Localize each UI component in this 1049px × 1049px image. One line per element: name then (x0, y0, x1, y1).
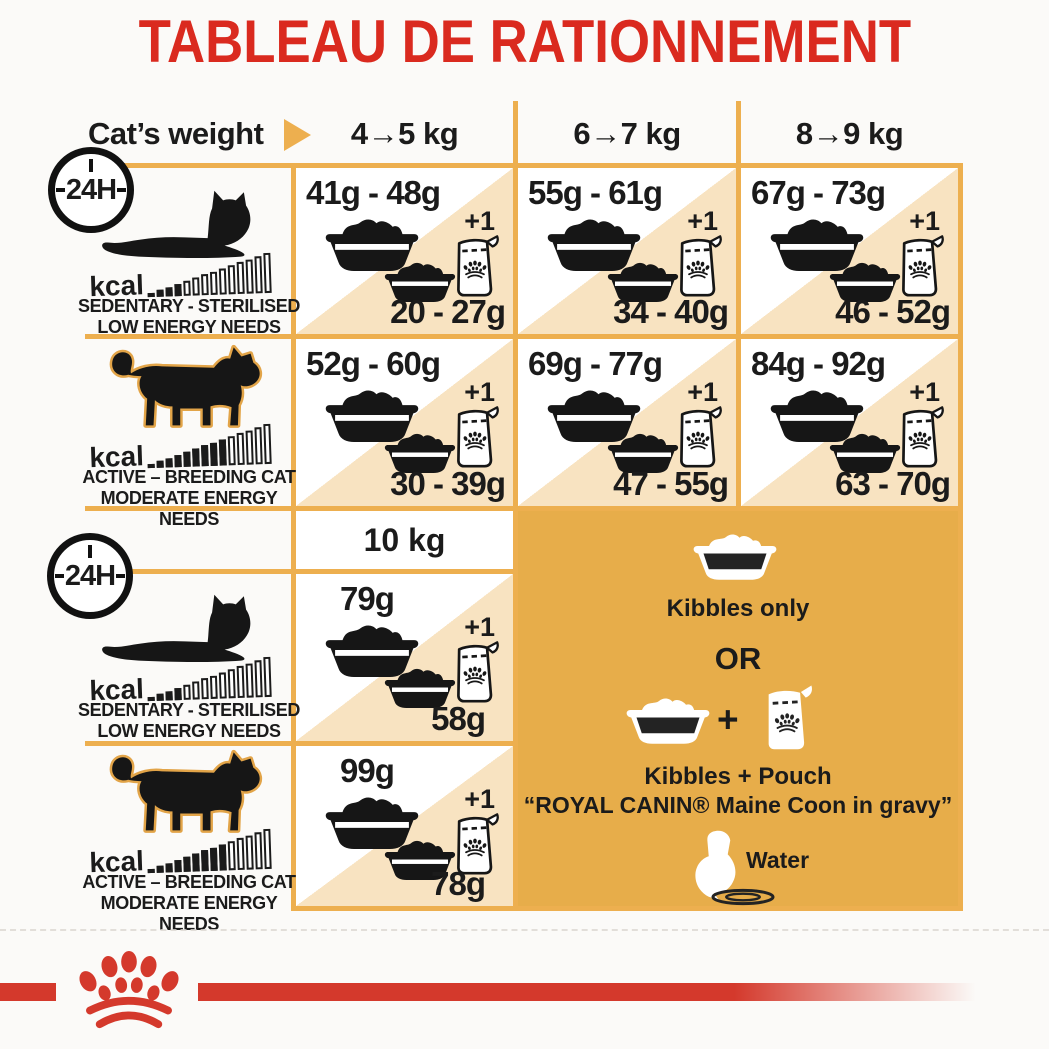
plus-one-pouch-label: +1 (464, 206, 495, 236)
weight-col-6-7kg: 6→7 kg (573, 116, 681, 151)
mixed-amount: 34 - 40g (613, 293, 728, 330)
ration-cell-sedentary-8-9kg (741, 168, 958, 334)
water-label: Water (746, 847, 810, 873)
ration-cell-sedentary-6-7kg (518, 168, 736, 334)
kibbles-amount: 52g - 60g (306, 345, 441, 382)
plus-one-pouch-label: +1 (909, 206, 940, 236)
kcal-label: kcal (88, 269, 145, 302)
kcal-indicator (88, 420, 273, 473)
kcal-indicator (88, 653, 273, 706)
kibbles-amount: 67g - 73g (751, 174, 886, 211)
pouch-icon (763, 682, 813, 752)
clock-label: 24H (65, 173, 117, 206)
kibble-bowl-icon (690, 533, 780, 580)
kibble-bowl-icon (623, 697, 713, 744)
weight-col-10kg: 10 kg (296, 511, 513, 569)
mixed-amount: 20 - 27g (390, 293, 505, 330)
cut-line (0, 929, 1049, 931)
mixed-amount: 47 - 55g (613, 465, 728, 502)
clock-tick (55, 574, 64, 578)
ration-cell-sedentary-10kg (296, 574, 513, 741)
kibbles-pouch-label: Kibbles + Pouch (644, 763, 832, 790)
mixed-amount: 46 - 52g (835, 293, 950, 330)
kibbles-amount: 79g (340, 580, 394, 617)
profile-sedentary-sterilised (78, 170, 300, 338)
clock-tick (88, 545, 92, 558)
mixed-amount: 78g (431, 865, 485, 902)
energy-ramp-icon (146, 424, 273, 468)
kcal-indicator (88, 825, 273, 878)
plus-one-pouch-label: +1 (909, 377, 940, 407)
energy-ramp-icon (146, 253, 273, 297)
plus-sign: + (717, 699, 739, 740)
mixed-amount: 58g (431, 700, 485, 737)
plus-one-pouch-label: +1 (464, 377, 495, 407)
kcal-label: kcal (88, 440, 145, 473)
or-label: OR (714, 641, 762, 676)
kibbles-amount: 84g - 92g (751, 345, 886, 382)
kibbles-amount: 55g - 61g (528, 174, 663, 211)
plus-one-pouch-label: +1 (464, 784, 495, 814)
weight-col-8-9kg: 8→9 kg (795, 116, 904, 151)
energy-ramp-icon (146, 829, 273, 873)
kibbles-amount: 41g - 48g (306, 174, 441, 211)
plus-one-pouch-label: +1 (464, 612, 495, 642)
profile-caption: SEDENTARY - STERILISED LOW ENERGY NEEDS (78, 296, 300, 338)
kcal-label: kcal (88, 845, 145, 878)
profile-caption: SEDENTARY - STERILISED LOW ENERGY NEEDS (78, 700, 300, 742)
grid-line (291, 906, 963, 911)
ration-cell-active-4-5kg (296, 339, 513, 506)
plus-one-pouch-label: +1 (687, 206, 718, 236)
kibbles-amount: 99g (340, 752, 394, 789)
title-row (0, 8, 1049, 75)
ration-cell-sedentary-4-5kg (296, 168, 513, 334)
weight-col-4-5kg: 4→5 kg (350, 116, 459, 151)
kcal-label: kcal (88, 673, 145, 706)
kcal-indicator (88, 249, 273, 302)
energy-ramp-icon (146, 657, 273, 701)
ration-cell-active-8-9kg (741, 339, 958, 506)
ration-cell-active-6-7kg (518, 339, 736, 506)
clock-label: 24H (64, 559, 116, 592)
profile-caption: ACTIVE – BREEDING CAT MODERATE ENERGY NEEDS (82, 872, 296, 935)
pouch-product-name: “ROYAL CANIN® Maine Coon in gravy” (523, 792, 953, 818)
profile-caption: ACTIVE – BREEDING CAT MODERATE ENERGY NEEDS (82, 467, 296, 530)
profile-sedentary-sterilised (78, 574, 300, 742)
mixed-amount: 63 - 70g (835, 465, 950, 502)
profile-active-breeding (82, 746, 296, 935)
plus-one-pouch-label: +1 (687, 377, 718, 407)
kibbles-amount: 69g - 77g (528, 345, 663, 382)
royal-canin-crown-logo (66, 950, 192, 1032)
cats-weight-label: Cat’s weight (88, 116, 264, 151)
feeding-options-panel (518, 511, 958, 906)
grid-line (958, 163, 963, 911)
water-ripples-icon (710, 887, 776, 907)
ration-cell-active-10kg (296, 746, 513, 906)
mixed-amount: 30 - 39g (390, 465, 505, 502)
page-title: TABLEAU DE RATIONNEMENT (138, 8, 911, 75)
kibbles-only-label: Kibbles only (666, 595, 810, 622)
profile-active-breeding (82, 341, 296, 530)
clock-tick (56, 188, 65, 192)
